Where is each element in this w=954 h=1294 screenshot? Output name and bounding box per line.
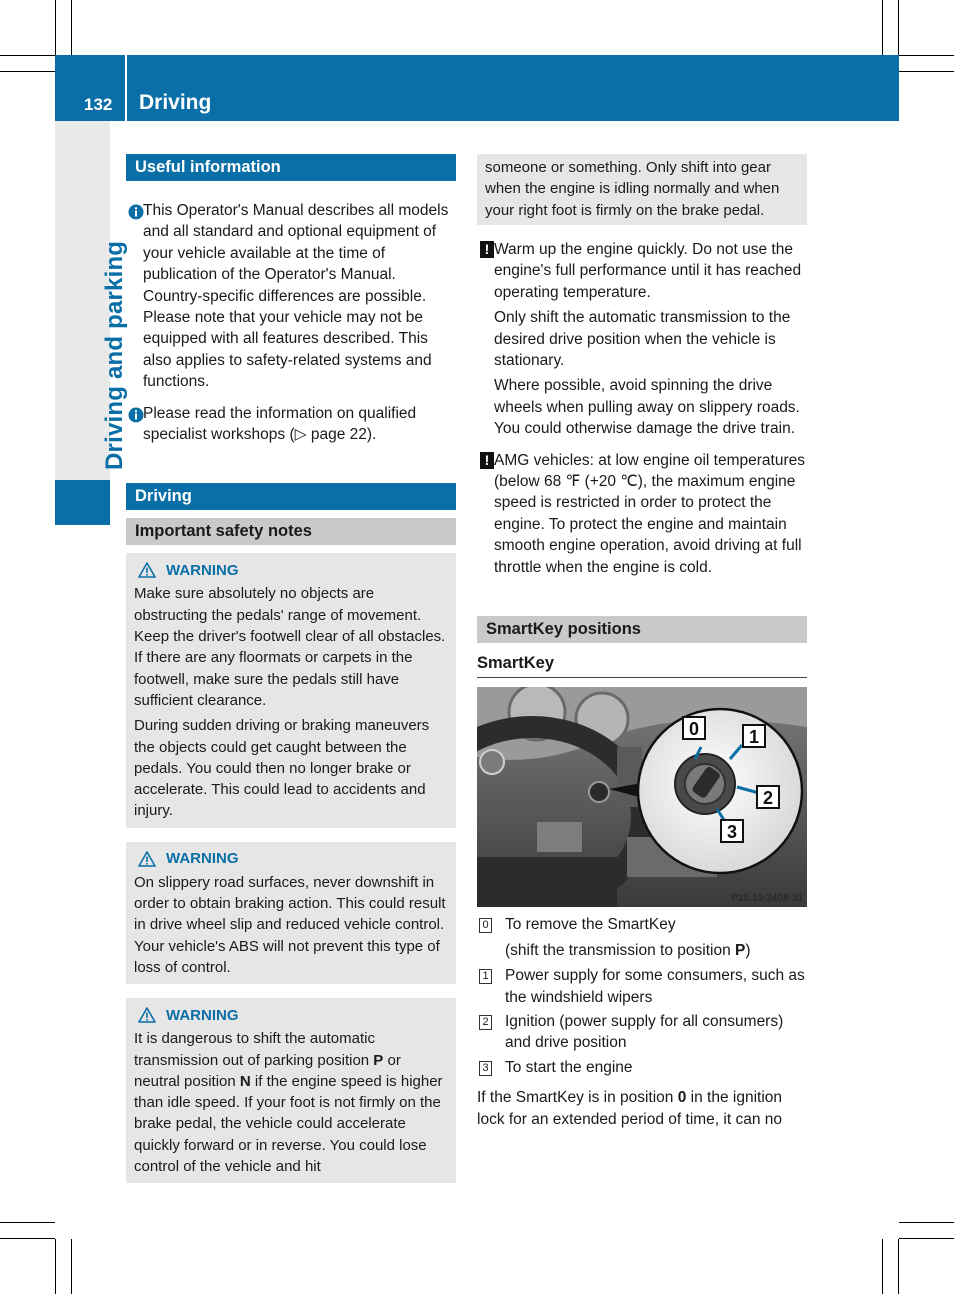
legend bbox=[477, 914, 807, 1078]
body-text bbox=[477, 1087, 807, 1130]
crop-mark bbox=[899, 55, 954, 56]
legend-number: 3 bbox=[479, 1061, 492, 1076]
warning-box bbox=[126, 553, 456, 827]
legend-text: Power supply for some consumers, such as the windshield wipers bbox=[505, 967, 805, 1006]
section-smartkey-positions: SmartKey positions bbox=[477, 616, 807, 643]
chapter-tab bbox=[55, 480, 110, 525]
note bbox=[477, 239, 807, 303]
crop-mark bbox=[71, 1239, 72, 1294]
crop-mark bbox=[899, 1222, 954, 1223]
crop-mark bbox=[899, 1238, 954, 1239]
position-0: 0 bbox=[677, 1089, 687, 1107]
legend-item-extra bbox=[477, 940, 807, 961]
crop-mark bbox=[0, 55, 55, 56]
warning-heading bbox=[134, 1002, 448, 1028]
warning-label: WARNING bbox=[166, 850, 239, 868]
crop-mark bbox=[55, 1239, 56, 1294]
exclamation-icon: ! bbox=[480, 452, 494, 469]
legend-item bbox=[477, 914, 807, 935]
position-p: P bbox=[373, 1051, 384, 1069]
warning-text bbox=[134, 1028, 448, 1177]
section-driving: Driving bbox=[126, 483, 456, 510]
warning-heading bbox=[134, 557, 448, 583]
legend-item bbox=[477, 965, 807, 1008]
position-n: N bbox=[239, 1072, 251, 1090]
header-divider bbox=[125, 55, 127, 121]
crop-mark bbox=[898, 0, 899, 55]
smartkey-figure bbox=[477, 687, 807, 907]
warning-icon bbox=[138, 1007, 156, 1023]
legend-number: 0 bbox=[479, 918, 492, 933]
warning-text-part: if the engine speed is higher than idle speed. If your foot is not firmly on the brake pedal, the vehicle could accelerate quickly forward or in reverse. You could lose control of the vehicle and hit bbox=[134, 1072, 443, 1175]
legend-item bbox=[477, 1057, 807, 1078]
footwell bbox=[477, 857, 617, 907]
crop-mark bbox=[55, 0, 56, 55]
warning-icon bbox=[138, 851, 156, 867]
crop-mark bbox=[0, 71, 55, 72]
steering-emblem bbox=[480, 750, 504, 774]
section-useful-information: Useful information bbox=[126, 154, 456, 181]
legend-text: To remove the SmartKey bbox=[505, 916, 676, 934]
chapter-title: Driving and parking bbox=[101, 240, 128, 470]
crop-mark bbox=[882, 1239, 883, 1294]
crop-mark bbox=[0, 1238, 55, 1239]
legend-text: Ignition (power supply for all consumers) and drive position bbox=[505, 1013, 784, 1052]
warning-text-part: or neutral position bbox=[134, 1051, 401, 1090]
left-column bbox=[126, 154, 456, 1183]
ignition-lock-small bbox=[589, 782, 609, 802]
crop-mark bbox=[0, 1222, 55, 1223]
note-text: Only shift the automatic transmission to the desired drive position when the vehicle is stationary. bbox=[494, 309, 791, 369]
warning-text-part: It is dangerous to shift the automatic transmission out of parking position bbox=[134, 1030, 375, 1069]
callout-label-0: 0 bbox=[688, 719, 700, 740]
info-note bbox=[126, 403, 456, 446]
info-text: Please read the information on qualified specialist workshops (▷ page 22). bbox=[143, 404, 417, 444]
body-text-part: If the SmartKey is in position bbox=[477, 1089, 678, 1107]
warning-text: someone or something. Only shift into gear when the engine is idling normally and when your right foot is firmly on the brake pedal. bbox=[485, 159, 780, 219]
note-text: Warm up the engine quickly. Do not use the engine's full performance until it has reached operating temperature. bbox=[494, 240, 802, 301]
info-text: This Operator's Manual describes all models and all standard and optional equipment of your vehicle available at the time of publication of the Operator's Manual. Country-specific differences are possible. Please note that your vehicle may not be equipped with all features described. This also applies to safety-related systems and functions. bbox=[143, 202, 449, 391]
position-p: P bbox=[735, 941, 746, 959]
legend-text-part: (shift the transmission to position bbox=[505, 941, 736, 959]
legend-number: 1 bbox=[479, 969, 492, 984]
warning-box bbox=[126, 998, 456, 1183]
warning-label: WARNING bbox=[166, 1006, 239, 1024]
callout-label-2: 2 bbox=[762, 788, 774, 809]
legend-number: 2 bbox=[479, 1015, 492, 1030]
right-column bbox=[477, 154, 807, 1130]
crop-mark bbox=[899, 71, 954, 72]
legend-text: To start the engine bbox=[505, 1058, 633, 1076]
figure-code: P15.10-2408-31 bbox=[731, 893, 803, 905]
warning-label: WARNING bbox=[166, 561, 239, 579]
body-text-part: in the ignition lock for an extended period of time, it can no bbox=[477, 1089, 783, 1128]
exclamation-icon: ! bbox=[480, 241, 494, 258]
legend-item bbox=[477, 1011, 807, 1054]
info-note bbox=[126, 200, 456, 393]
warning-text: On slippery road surfaces, never downshift in order to obtain braking action. This could result in drive wheel slip and reduced vehicle control. Your vehicle's ABS will not prevent this type of loss of control. bbox=[134, 873, 446, 976]
warning-icon bbox=[138, 562, 156, 578]
warning-box bbox=[126, 842, 456, 984]
warning-heading bbox=[134, 846, 448, 872]
subheading-smartkey: SmartKey bbox=[477, 653, 807, 678]
page-title: Driving bbox=[139, 91, 212, 114]
warning-text: Make sure absolutely no objects are obstructing the pedals' range of movement. Keep the driver's footwell clear of all obstacles. If there are any floormats or carpets in the footwell, make sure the pedals still have sufficient clearance. bbox=[134, 585, 446, 709]
pedal bbox=[537, 822, 582, 852]
callout-label-1: 1 bbox=[748, 727, 760, 748]
info-icon bbox=[128, 407, 144, 423]
crop-mark bbox=[71, 0, 72, 55]
note-text: Where possible, avoid spinning the drive wheels when pulling away on slippery roads. You could otherwise damage the drive train. bbox=[494, 377, 800, 438]
section-important-safety-notes: Important safety notes bbox=[126, 518, 456, 545]
crop-mark bbox=[898, 1239, 899, 1294]
crop-mark bbox=[882, 0, 883, 55]
warning-text: During sudden driving or braking maneuvers the objects could get caught between the pedals. You could then no longer brake or accelerate. This could lead to accidents and injury. bbox=[134, 717, 430, 820]
note-text: AMG vehicles: at low engine oil temperatures (below 68 ℉ (+20 ℃), the maximum engine speed is restricted in order to protect the engine. To protect the engine and maintain smooth engine operation, avoid driving at full throttle when the engine is cold. bbox=[494, 451, 806, 576]
note bbox=[477, 450, 807, 578]
legend-text-part: ) bbox=[745, 941, 751, 959]
page-number: 132 bbox=[84, 95, 113, 114]
info-icon bbox=[128, 204, 144, 220]
callout-label-3: 3 bbox=[726, 822, 738, 843]
warning-continued bbox=[477, 154, 807, 225]
